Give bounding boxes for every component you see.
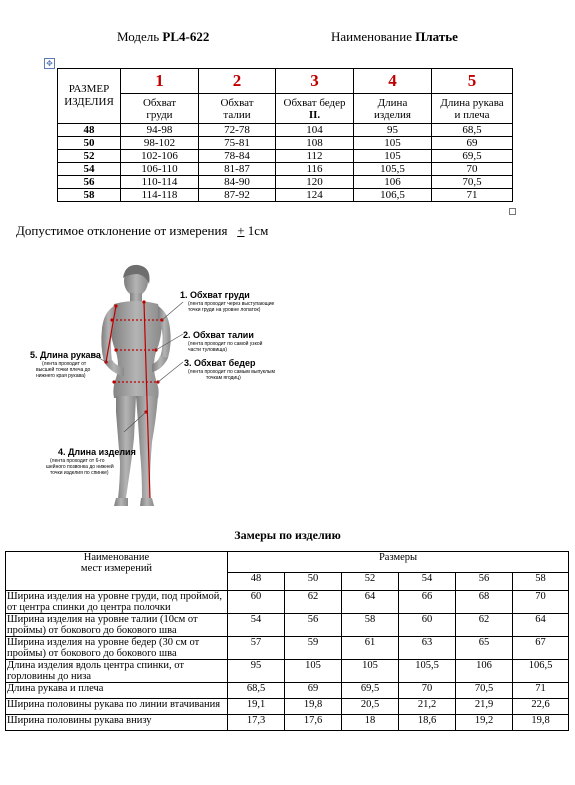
measurement-value: 66 — [399, 591, 456, 614]
size-column-header: 50 — [285, 573, 342, 591]
measurement-row — [6, 614, 569, 637]
size-cell: 105,5 — [354, 163, 432, 176]
tolerance-line — [16, 223, 268, 239]
size-cell: 116 — [276, 163, 354, 176]
measurement-value: 105 — [342, 660, 399, 683]
measurement-row — [6, 637, 569, 660]
measurement-value: 63 — [399, 637, 456, 660]
size-cell: 81-87 — [199, 163, 276, 176]
measurement-name: Длина рукава и плеча — [6, 683, 228, 699]
size-cell: 87-92 — [199, 189, 276, 202]
measurement-value: 56 — [285, 614, 342, 637]
size-column-header: 58 — [513, 573, 569, 591]
measurement-value: 19,8 — [285, 699, 342, 715]
measurement-value: 19,8 — [513, 715, 569, 731]
size-cell: 71 — [432, 189, 513, 202]
measurement-value: 59 — [285, 637, 342, 660]
size-cell: 106,5 — [354, 189, 432, 202]
size-row — [58, 176, 513, 189]
size-cell: 94-98 — [121, 124, 199, 137]
column-number: 4 — [354, 69, 432, 94]
figure-note: высшей точки плеча до — [36, 367, 91, 373]
measurement-value: 54 — [228, 614, 285, 637]
figure-note: (лента проходит по самым выпуклым — [188, 369, 275, 375]
razmer-header: РАЗМЕР ИЗДЕЛИЯ — [58, 69, 121, 124]
size-cell: 98-102 — [121, 137, 199, 150]
measurement-value: 18,6 — [399, 715, 456, 731]
measurement-value: 20,5 — [342, 699, 399, 715]
measurement-value: 60 — [228, 591, 285, 614]
size-cell: 106-110 — [121, 163, 199, 176]
size-row — [58, 137, 513, 150]
column-number: 1 — [121, 69, 199, 94]
size-column-header: 54 — [399, 573, 456, 591]
table-move-handle-icon[interactable]: ✥ — [44, 58, 55, 69]
measurement-value: 71 — [513, 683, 569, 699]
measurement-row — [6, 660, 569, 683]
figure-label-hips: 3. Обхват бедер — [184, 358, 256, 368]
measurement-value: 68 — [456, 591, 513, 614]
measurement-value: 17,3 — [228, 715, 285, 731]
measurement-value: 60 — [399, 614, 456, 637]
table-resize-handle[interactable] — [509, 208, 516, 215]
figure-note: точки груди на уровне лопаток) — [188, 307, 261, 313]
measurement-name: Ширина изделия на уровне талии (10см от проймы) от бокового до бокового шва — [6, 614, 228, 637]
column-header: Длина рукава и плеча — [432, 94, 513, 124]
size-value: 50 — [58, 137, 121, 150]
measurement-value: 106,5 — [513, 660, 569, 683]
name-label: Наименование — [331, 29, 412, 44]
size-cell: 112 — [276, 150, 354, 163]
measurements-table — [5, 551, 569, 731]
figure-note: точкам ягодиц) — [206, 375, 241, 381]
name-line — [331, 29, 458, 45]
tolerance-value: 1см — [247, 223, 269, 238]
measurement-value: 68,5 — [228, 683, 285, 699]
measurement-value: 21,9 — [456, 699, 513, 715]
measurement-name: Ширина изделия на уровне бедер (30 см от проймы) от бокового до бокового шва — [6, 637, 228, 660]
size-cell: 78-84 — [199, 150, 276, 163]
size-cell: 72-78 — [199, 124, 276, 137]
measurement-value: 62 — [285, 591, 342, 614]
measurement-row — [6, 699, 569, 715]
size-value: 48 — [58, 124, 121, 137]
size-column-header: 48 — [228, 573, 285, 591]
measurement-value: 67 — [513, 637, 569, 660]
measurement-value: 64 — [513, 614, 569, 637]
size-cell: 104 — [276, 124, 354, 137]
measurement-value: 18 — [342, 715, 399, 731]
column-header: Обхват груди — [121, 94, 199, 124]
column-number: 2 — [199, 69, 276, 94]
column-number: 3 — [276, 69, 354, 94]
measurement-value: 21,2 — [399, 699, 456, 715]
measurement-value: 70 — [399, 683, 456, 699]
size-cell: 102-106 — [121, 150, 199, 163]
measurement-value: 61 — [342, 637, 399, 660]
size-cell: 114-118 — [121, 189, 199, 202]
measurement-value: 95 — [228, 660, 285, 683]
measurement-value: 65 — [456, 637, 513, 660]
measurement-value: 19,2 — [456, 715, 513, 731]
size-cell: 120 — [276, 176, 354, 189]
measurement-value: 69 — [285, 683, 342, 699]
measurement-value: 70 — [513, 591, 569, 614]
plus-minus-sign: + — [237, 223, 245, 238]
size-row — [58, 189, 513, 202]
measurement-figure-illustration — [28, 262, 308, 512]
size-cell: 106 — [354, 176, 432, 189]
figure-note: (лента проходит от 6-го — [50, 458, 105, 464]
measurement-value: 105,5 — [399, 660, 456, 683]
figure-label-waist: 2. Обхват талии — [183, 330, 254, 340]
column-header: Обхват бедер II. — [276, 94, 354, 124]
size-cell: 75-81 — [199, 137, 276, 150]
size-column-header: 52 — [342, 573, 399, 591]
figure-label-length: 4. Длина изделия — [58, 447, 136, 457]
measurement-value: 62 — [456, 614, 513, 637]
measurement-value: 22,6 — [513, 699, 569, 715]
sizes-header: Размеры — [228, 552, 569, 573]
size-cell: 69 — [432, 137, 513, 150]
size-row — [58, 124, 513, 137]
size-value: 54 — [58, 163, 121, 176]
model-line — [117, 29, 209, 45]
measurement-row — [6, 591, 569, 614]
measurement-value: 106 — [456, 660, 513, 683]
size-cell: 95 — [354, 124, 432, 137]
figure-note: точки изделия по спинке) — [50, 470, 109, 476]
measurement-value: 64 — [342, 591, 399, 614]
figure-note: шейного позвонка до нижней — [46, 464, 114, 470]
figure-note: (лента проходит через выступающие — [188, 301, 275, 307]
size-value: 58 — [58, 189, 121, 202]
measurement-name: Ширина изделия на уровне груди, под проймой, от центра спинки до центра полочки — [6, 591, 228, 614]
measurement-value: 19,1 — [228, 699, 285, 715]
measurement-name-header: Наименование мест измерений — [6, 552, 228, 591]
figure-label-sleeve: 5. Длина рукава — [30, 350, 101, 360]
size-cell: 110-114 — [121, 176, 199, 189]
measurements-title: Замеры по изделию — [234, 528, 341, 542]
column-header: Обхват талии — [199, 94, 276, 124]
size-value: 56 — [58, 176, 121, 189]
measurement-value: 58 — [342, 614, 399, 637]
tolerance-text: Допустимое отклонение от измерения — [16, 223, 228, 238]
figure-note: части туловища) — [188, 347, 227, 353]
figure-label-chest: 1. Обхват груди — [180, 290, 250, 300]
size-cell: 68,5 — [432, 124, 513, 137]
model-label: Модель — [117, 29, 160, 44]
figure-note: (лента проходит по самой узкой — [188, 341, 263, 347]
size-row — [58, 163, 513, 176]
measurement-value: 17,6 — [285, 715, 342, 731]
figure-note: нижнего края рукава) — [36, 373, 86, 379]
size-cell: 70,5 — [432, 176, 513, 189]
measurement-name: Ширина половины рукава по линии втачивания — [6, 699, 228, 715]
measurement-value: 105 — [285, 660, 342, 683]
model-value: PL4-622 — [162, 29, 210, 44]
name-value: Платье — [415, 29, 458, 44]
size-row — [58, 150, 513, 163]
size-column-header: 56 — [456, 573, 513, 591]
figure-note: (лента проходит от — [42, 361, 87, 367]
size-cell: 105 — [354, 150, 432, 163]
size-cell: 69,5 — [432, 150, 513, 163]
size-cell: 108 — [276, 137, 354, 150]
measurement-value: 57 — [228, 637, 285, 660]
measurement-name: Ширина половины рукава внизу — [6, 715, 228, 731]
measurement-value: 70,5 — [456, 683, 513, 699]
measurement-name: Длина изделия вдоль центра спинки, от горловины до низа — [6, 660, 228, 683]
size-cell: 70 — [432, 163, 513, 176]
column-header: Длина изделия — [354, 94, 432, 124]
size-cell: 124 — [276, 189, 354, 202]
size-cell: 84-90 — [199, 176, 276, 189]
measurement-row — [6, 715, 569, 731]
size-chart-table — [57, 68, 513, 202]
size-cell: 105 — [354, 137, 432, 150]
column-number: 5 — [432, 69, 513, 94]
size-value: 52 — [58, 150, 121, 163]
measurement-row — [6, 683, 569, 699]
measurement-value: 69,5 — [342, 683, 399, 699]
